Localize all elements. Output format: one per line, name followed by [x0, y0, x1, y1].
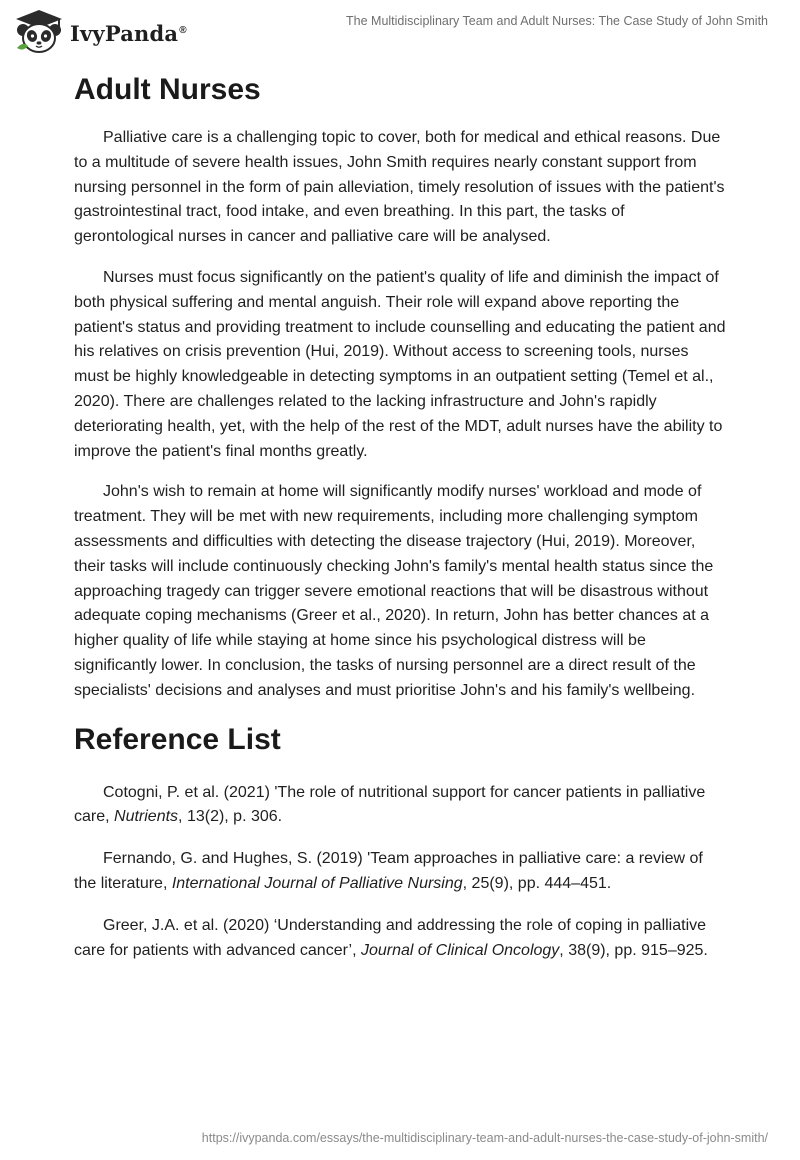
essay-content	[74, 70, 726, 980]
section-heading-reference-list: Reference List	[74, 722, 281, 756]
journal-title: International Journal of Palliative Nursing	[171, 874, 463, 892]
section-heading-adult-nurses: Adult Nurses	[74, 73, 261, 106]
ivypanda-logo[interactable]	[14, 8, 187, 54]
reference-entry: Fernando, G. and Hughes, S. (2019) 'Team approaches in palliative care: a review of the literature, International Journal of Palliative Nursing, 25(9), pp. 444–451.	[74, 850, 703, 892]
reference-entry: Greer, J.A. et al. (2020) ‘Understanding and addressing the role of coping in palliative care for patients with advanced cancer’, Journal of Clinical Oncology, 38(9), pp. 915–925.	[74, 916, 708, 959]
body-paragraph: Nurses must focus significantly on the patient's quality of life and diminish the impact of both physical suffering and mental anguish. Their role will expand above reporting the patient's status and providing treatment to include counselling and educating the patient and his relatives on crisis prevention (Hui, 2019). Without access to screening tools, nurses must be highly knowledgeable in detecting symptoms in an outpatient setting (Temel et al., 2020). There are challenges related to the lacking infrastructure and John's rapidly deteriorating health, yet, with the help of the rest of the MDT, adult nurses have the ability to improve the patient's final months greatly.	[74, 268, 726, 460]
page-header	[0, 0, 800, 60]
journal-title: Journal of Clinical Oncology	[360, 941, 560, 959]
panda-graduate-icon	[14, 8, 64, 54]
source-url[interactable]: https://ivypanda.com/essays/the-multidisciplinary-team-and-adult-nurses-the-case-study-of-john-smith/	[201, 1131, 768, 1145]
logo-wordmark: IvyPanda®	[70, 20, 187, 46]
body-paragraph: John's wish to remain at home will significantly modify nurses' workload and mode of treatment. They will be met with new requirements, including more challenging symptom assessments and difficulties with detecting the disease trajectory (Hui, 2019). Moreover, their tasks will include continuously checking John's family's mental health status since the approaching tragedy can trigger severe emotional reactions that will be disastrous without adequate coping mechanisms (Greer et al., 2020). In return, John has better chances at a higher quality of life while staying at home since his psychological distress will be significantly lower. In conclusion, the tasks of nursing personnel are a direct result of the specialists' decisions and analyses and must prioritise John's and his family's wellbeing.	[74, 483, 714, 699]
body-paragraph: Palliative care is a challenging topic to cover, both for medical and ethical reasons. Due to a multitude of severe health issues, John Smith requires nearly constant support from nursing personnel in the form of pain alleviation, timely resolution of issues with the patient's gastrointestinal tract, food intake, and even breathing. In this part, the tasks of gerontological nurses in cancer and palliative care will be analysed.	[74, 129, 725, 246]
journal-title: Nutrients	[114, 808, 179, 826]
document-title: The Multidisciplinary Team and Adult Nurses: The Case Study of John Smith	[346, 14, 768, 28]
reference-entry: Cotogni, P. et al. (2021) 'The role of nutritional support for cancer patients in palliative care, Nutrients, 13(2), p. 306.	[74, 783, 706, 826]
